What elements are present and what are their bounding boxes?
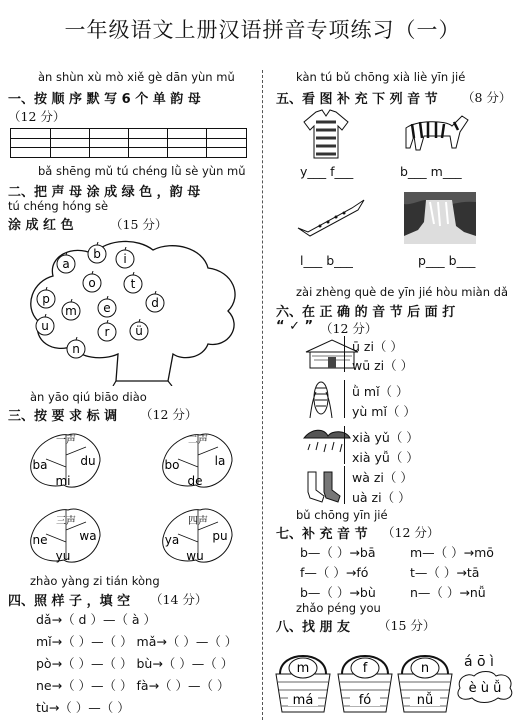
svg-text:四声: 四声 — [188, 516, 208, 527]
sec6-option-1a[interactable]: ū zi（ ） — [352, 339, 403, 354]
sec6-option-3b[interactable]: xià yǚ（ ） — [352, 450, 419, 465]
apple-letter-d: d — [151, 296, 159, 310]
sec1-heading: 一、按 顺 序 默 写 6 个 单 韵 母 — [8, 92, 201, 107]
svg-text:pu: pu — [212, 529, 228, 543]
svg-text:wa: wa — [79, 529, 97, 543]
sec6-option-4a[interactable]: wà zi（ ） — [352, 470, 413, 485]
apple-letter-o: o — [88, 276, 96, 290]
apple-letter-p: p — [42, 292, 50, 306]
sec6-pinyin: zài zhèng què de yīn jié hòu miàn dǎ — [296, 285, 508, 299]
sec6-option-1b[interactable]: wū zi（ ） — [352, 358, 414, 373]
svg-text:wu: wu — [186, 549, 204, 563]
sec4-line-3[interactable]: pò→（ ）—（ ） bù→（ ）—（ ） — [36, 656, 234, 671]
apple-letter-i: i — [123, 252, 127, 266]
svg-text:fó: fó — [358, 693, 372, 708]
svg-text:ya: ya — [164, 533, 180, 547]
sec6-option-2a[interactable]: ǜ mǐ（ ） — [352, 384, 409, 399]
svg-text:la: la — [214, 454, 226, 468]
apple-o[interactable] — [81, 271, 103, 297]
sec4-heading: 四、照 样 子 ，填 空 — [8, 594, 131, 609]
apple-letter-n: n — [72, 342, 80, 356]
apple-p[interactable] — [35, 287, 57, 313]
tone-group-2 — [158, 425, 238, 499]
apple-letter-u: u — [41, 319, 49, 333]
svg-text:f: f — [362, 661, 368, 676]
sec7-row-3b[interactable]: n—（ ）→nǚ — [410, 585, 486, 600]
svg-text:一声: 一声 — [56, 435, 76, 446]
sec6-heading-1: 六、在 正 确 的 音 节 后 面 打 — [276, 305, 456, 320]
sec3-score: （12 分） — [140, 407, 198, 422]
svg-text:è ù ǚ: è ù ǚ — [468, 681, 502, 696]
sec6-option-2b[interactable]: yù mǐ（ ） — [352, 404, 416, 419]
svg-text:ne: ne — [32, 533, 48, 547]
sec7-row-3a[interactable]: b—（ ）→bù — [300, 585, 376, 600]
sec2-pinyin-2: tú chéng hóng sè — [8, 199, 109, 213]
suona-image — [296, 196, 366, 244]
apple-letter-r: r — [104, 325, 110, 339]
apple-letter-e: e — [103, 301, 111, 315]
vowels-top: á ō ì — [464, 654, 494, 670]
sec4-pinyin: zhào yàng zi tián kòng — [30, 574, 160, 588]
sec2-score: （15 分） — [110, 217, 168, 232]
svg-text:n: n — [420, 661, 430, 676]
tone-group-1 — [26, 425, 106, 499]
svg-text:bo: bo — [164, 458, 180, 472]
sec5-heading: 五、看 图 补 充 下 列 音 节 — [276, 92, 438, 107]
apple-n[interactable] — [65, 337, 87, 363]
sec3-pinyin: àn yāo qiú biāo diào — [30, 390, 147, 404]
apple-r[interactable] — [96, 320, 118, 346]
svg-text:三声: 三声 — [56, 516, 76, 527]
apple-letter-a: a — [62, 257, 70, 271]
page-title: 一年级语文上册汉语拼音专项练习（一） — [64, 18, 461, 42]
apple-u[interactable] — [34, 314, 56, 340]
svg-text:ba: ba — [32, 458, 48, 472]
sec4-score: （14 分） — [150, 592, 208, 607]
waterfall-image — [404, 192, 476, 248]
apple-letter-m: m — [65, 304, 77, 318]
apple-i[interactable] — [114, 247, 136, 273]
sec5-item-1[interactable]: y___ f___ — [300, 164, 354, 179]
sec6-heading-2: “ ✓ ” — [276, 319, 314, 334]
apple-e[interactable] — [96, 296, 118, 322]
apple-v[interactable] — [128, 319, 150, 345]
svg-text:má: má — [292, 693, 314, 708]
tone-group-4 — [158, 500, 238, 574]
sec2-heading-1: 二、把 声 母 涂 成 绿 色 ，韵 母 — [8, 185, 201, 200]
sec7-row-1a[interactable]: b—（ ）→bā — [300, 545, 376, 560]
writing-grid[interactable] — [10, 128, 247, 158]
apple-letter-v: ü — [135, 324, 143, 338]
apple-d[interactable] — [144, 291, 166, 317]
socks-image — [304, 470, 344, 508]
sec4-line-2[interactable]: mǐ→（ ）—（ ） mǎ→（ ）—（ ） — [36, 634, 238, 649]
sec7-row-1b[interactable]: m—（ ）→mō — [410, 545, 494, 560]
sec4-line-1: dǎ→（ d ）—（ à ） — [36, 612, 157, 627]
sec8-score: （15 分） — [378, 618, 436, 633]
svg-text:nǚ: nǚ — [416, 693, 434, 708]
column-divider — [262, 70, 263, 720]
sec2-pinyin-1: bǎ shēng mǔ tú chéng lǜ sè yùn mǔ — [38, 164, 246, 178]
sec5-pinyin: kàn tú bǔ chōng xià liè yīn jié — [296, 70, 466, 84]
vowel-cloud — [454, 670, 516, 708]
sec7-row-2a[interactable]: f—（ ）→fó — [300, 565, 369, 580]
svg-text:二声: 二声 — [188, 435, 208, 446]
basket-2[interactable] — [334, 646, 396, 720]
sec4-line-4[interactable]: ne→（ ）—（ ） fà→（ ）—（ ） — [36, 678, 230, 693]
apple-m[interactable] — [60, 299, 82, 325]
shirt-image — [302, 108, 350, 164]
svg-text:du: du — [80, 454, 96, 468]
svg-text:yu: yu — [55, 549, 71, 563]
sec8-heading: 八、找 朋 友 — [276, 620, 351, 635]
sec5-item-4[interactable]: p___ b___ — [418, 253, 476, 268]
sec7-heading: 七、补 充 音 节 — [276, 527, 368, 542]
sec5-score: （8 分） — [462, 90, 512, 105]
sec2-heading-2: 涂 成 红 色 — [8, 218, 74, 233]
sec1-score: （12 分） — [8, 109, 66, 124]
apple-a[interactable] — [55, 252, 77, 278]
apple-b[interactable] — [86, 242, 108, 268]
sec4-line-5[interactable]: tù→（ ）—（ ） — [36, 700, 130, 715]
sec1-pinyin: àn shùn xù mò xiě gè dān yùn mǔ — [38, 70, 235, 84]
apple-letter-b: b — [93, 247, 101, 261]
sec6-score: （12 分） — [320, 321, 378, 336]
apple-letter-t: t — [130, 277, 136, 291]
sec7-pinyin: bǔ chōng yīn jié — [296, 508, 388, 522]
sec3-heading: 三、按 要 求 标 调 — [8, 409, 118, 424]
tone-group-3 — [26, 500, 106, 574]
sec7-row-2b[interactable]: t—（ ）→tā — [410, 565, 480, 580]
sec8-pinyin: zhǎo péng you — [296, 601, 381, 615]
svg-text:mi: mi — [55, 474, 71, 488]
sec6-option-3a[interactable]: xià yǔ（ ） — [352, 430, 419, 445]
svg-text:m: m — [296, 661, 310, 676]
basket-1[interactable] — [272, 646, 334, 720]
svg-text:de: de — [187, 474, 203, 488]
basket-3[interactable] — [394, 646, 456, 720]
sec7-score: （12 分） — [382, 525, 440, 540]
zebra-image — [396, 108, 470, 160]
sec5-item-2[interactable]: b___ m___ — [400, 164, 462, 179]
apple-t[interactable] — [122, 272, 144, 298]
sec5-item-3[interactable]: l___ b___ — [300, 253, 353, 268]
corn-image — [306, 378, 336, 424]
sec6-option-4b[interactable]: uà zi（ ） — [352, 490, 411, 505]
